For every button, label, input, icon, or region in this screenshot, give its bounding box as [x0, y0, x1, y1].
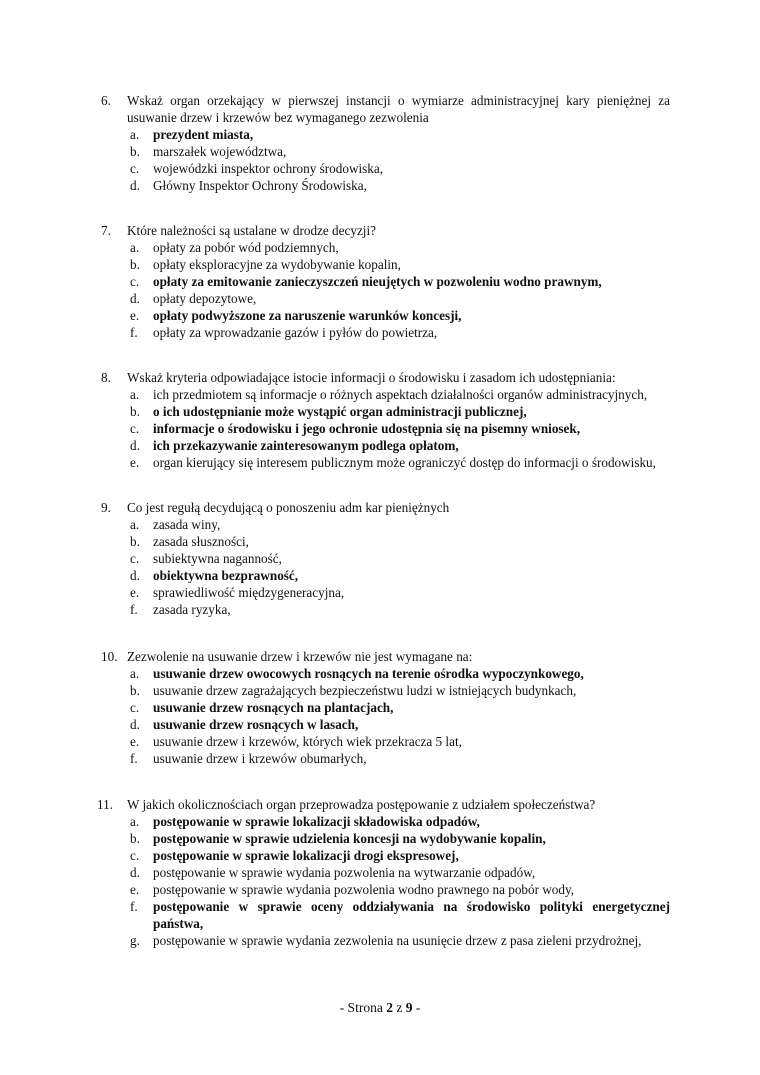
answer-option	[0, 177, 760, 194]
option-letter: a.	[130, 240, 140, 255]
option-text: informacje o środowisku i jego ochronie udostępnia się na pisemny wniosek,	[153, 421, 581, 436]
option-text: zasada słuszności,	[153, 534, 249, 549]
answer-option	[0, 682, 760, 699]
option-letter: d.	[130, 291, 140, 306]
answer-option	[0, 584, 760, 601]
option-text: sprawiedliwość międzygeneracyjna,	[153, 585, 345, 600]
option-text: postępowanie w sprawie oceny oddziaływania na środowisko polityki energetycznej państwa,	[153, 899, 670, 931]
option-letter: d.	[130, 438, 140, 453]
answer-option	[0, 830, 760, 847]
option-letter: e.	[130, 308, 140, 323]
option-text: postępowanie w sprawie wydania zezwolenia na usunięcie drzew z pasa zieleni przydrożnej,	[153, 933, 642, 948]
footer-suffix: -	[415, 1000, 421, 1015]
option-text: ich przekazywanie zainteresowanym podlega opłatom,	[153, 438, 459, 453]
option-text: postępowanie w sprawie wydania pozwolenia na wytwarzanie odpadów,	[153, 865, 536, 880]
option-letter: d.	[130, 178, 140, 193]
answer-option	[0, 256, 760, 273]
footer-prefix: - Strona	[339, 1000, 383, 1015]
option-text: postępowanie w sprawie wydania pozwolenia wodno prawnego na pobór wody,	[153, 882, 575, 897]
question-number: 6.	[101, 93, 111, 108]
question-text: Co jest regułą decydującą o ponoszeniu adm kar pieniężnych	[127, 500, 450, 515]
option-text: postępowanie w sprawie lokalizacji składowiska odpadów,	[153, 814, 480, 829]
question-text: Zezwolenie na usuwanie drzew i krzewów nie jest wymagane na:	[127, 649, 473, 664]
question-number: 9.	[101, 500, 111, 515]
option-letter: b.	[130, 683, 140, 698]
option-text: opłaty podwyższone za naruszenie warunków koncesji,	[153, 308, 462, 323]
option-letter: a.	[130, 387, 140, 402]
answer-option	[0, 881, 760, 898]
answer-option	[0, 550, 760, 567]
answer-option	[0, 665, 760, 682]
option-text: postępowanie w sprawie udzielenia koncesji na wydobywanie kopalin,	[153, 831, 546, 846]
option-text: zasada ryzyka,	[153, 602, 231, 617]
option-letter: c.	[130, 551, 140, 566]
option-letter: d.	[130, 717, 140, 732]
option-letter: a.	[130, 517, 140, 532]
option-text: o ich udostępnianie może wystąpić organ administracji publicznej,	[153, 404, 527, 419]
answer-option	[0, 290, 760, 307]
option-text: usuwanie drzew zagrażających bezpieczeństwu ludzi w istniejących budynkach,	[153, 683, 577, 698]
option-letter: d.	[130, 568, 140, 583]
option-text: organ kierujący się interesem publicznym może ograniczyć dostęp do informacji o środowisku,	[153, 455, 656, 470]
question-7	[0, 222, 760, 341]
option-letter: c.	[130, 161, 140, 176]
answer-option	[0, 898, 760, 932]
answer-option	[0, 126, 760, 143]
option-text: obiektywna bezprawność,	[153, 568, 299, 583]
question-text: Wskaż kryteria odpowiadające istocie informacji o środowisku i zasadom ich udostępniania:	[127, 370, 616, 385]
question-line	[0, 499, 760, 516]
answer-option	[0, 847, 760, 864]
option-letter: e.	[130, 455, 140, 470]
question-line	[0, 369, 760, 386]
answer-option	[0, 699, 760, 716]
option-text: usuwanie drzew i krzewów obumarłych,	[153, 751, 367, 766]
option-letter: b.	[130, 534, 140, 549]
option-letter: a.	[130, 814, 140, 829]
option-letter: c.	[130, 848, 140, 863]
answer-option	[0, 864, 760, 881]
answer-option	[0, 143, 760, 160]
answer-option	[0, 932, 760, 949]
option-letter: f.	[130, 602, 138, 617]
option-text: prezydent miasta,	[153, 127, 254, 142]
answer-option	[0, 454, 760, 471]
question-line	[0, 222, 760, 239]
answer-option	[0, 160, 760, 177]
question-10	[0, 648, 760, 767]
question-text: Wskaż organ orzekający w pierwszej instancji o wymiarze administracyjnej kary pieniężnej za usuwanie drzew i krzewów bez wymaganego zezwolenia	[127, 93, 670, 125]
option-letter: a.	[130, 666, 140, 681]
option-letter: b.	[130, 257, 140, 272]
option-text: opłaty eksploracyjne za wydobywanie kopalin,	[153, 257, 401, 272]
answer-option	[0, 307, 760, 324]
option-letter: b.	[130, 831, 140, 846]
option-text: marszałek województwa,	[153, 144, 287, 159]
page-footer	[0, 1000, 760, 1016]
question-number: 7.	[101, 223, 111, 238]
option-letter: e.	[130, 882, 140, 897]
option-letter: g.	[130, 933, 140, 948]
answer-option	[0, 750, 760, 767]
question-number: 11.	[97, 797, 113, 812]
option-letter: c.	[130, 421, 140, 436]
option-text: usuwanie drzew rosnących na plantacjach,	[153, 700, 394, 715]
answer-option	[0, 733, 760, 750]
option-text: opłaty za emitowanie zanieczyszczeń nieujętych w pozwoleniu wodno prawnym,	[153, 274, 602, 289]
answer-option	[0, 601, 760, 618]
answer-option	[0, 324, 760, 341]
option-text: opłaty za pobór wód podziemnych,	[153, 240, 339, 255]
answer-option	[0, 420, 760, 437]
answer-option	[0, 813, 760, 830]
option-text: opłaty za wprowadzanie gazów i pyłów do powietrza,	[153, 325, 438, 340]
option-letter: b.	[130, 144, 140, 159]
answer-option	[0, 533, 760, 550]
option-text: zasada winy,	[153, 517, 221, 532]
answer-option	[0, 403, 760, 420]
option-text: ich przedmiotem są informacje o różnych aspektach działalności organów administracyjnych,	[153, 387, 648, 402]
option-letter: f.	[130, 325, 138, 340]
answer-option	[0, 716, 760, 733]
answer-option	[0, 273, 760, 290]
option-text: wojewódzki inspektor ochrony środowiska,	[153, 161, 384, 176]
question-number: 8.	[101, 370, 111, 385]
option-text: usuwanie drzew i krzewów, których wiek przekracza 5 lat,	[153, 734, 462, 749]
option-letter: e.	[130, 585, 140, 600]
current-page-number: 2	[386, 1000, 393, 1015]
option-text: postępowanie w sprawie lokalizacji drogi ekspresowej,	[153, 848, 459, 863]
option-letter: a.	[130, 127, 140, 142]
question-8	[0, 369, 760, 471]
option-letter: c.	[130, 274, 140, 289]
option-text: opłaty depozytowe,	[153, 291, 257, 306]
question-line	[0, 92, 760, 126]
footer-separator: z	[396, 1000, 403, 1015]
option-letter: f.	[130, 751, 138, 766]
answer-option	[0, 239, 760, 256]
option-letter: d.	[130, 865, 140, 880]
option-letter: e.	[130, 734, 140, 749]
question-text: W jakich okolicznościach organ przeprowadza postępowanie z udziałem społeczeństwa?	[127, 797, 596, 812]
option-letter: f.	[130, 899, 138, 914]
answer-option	[0, 516, 760, 533]
total-pages-number: 9	[405, 1000, 413, 1015]
option-text: subiektywna naganność,	[153, 551, 282, 566]
question-number: 10.	[101, 649, 118, 664]
question-6	[0, 92, 760, 194]
option-text: usuwanie drzew rosnących w lasach,	[153, 717, 359, 732]
option-letter: b.	[130, 404, 140, 419]
question-line	[0, 648, 760, 665]
question-11	[0, 796, 760, 949]
answer-option	[0, 437, 760, 454]
question-text: Które należności są ustalane w drodze decyzji?	[127, 223, 376, 238]
answer-option	[0, 567, 760, 584]
question-line	[0, 796, 760, 813]
option-text: Główny Inspektor Ochrony Środowiska,	[153, 178, 367, 193]
question-9	[0, 499, 760, 618]
option-text: usuwanie drzew owocowych rosnących na terenie ośrodka wypoczynkowego,	[153, 666, 584, 681]
option-letter: c.	[130, 700, 140, 715]
answer-option	[0, 386, 760, 403]
